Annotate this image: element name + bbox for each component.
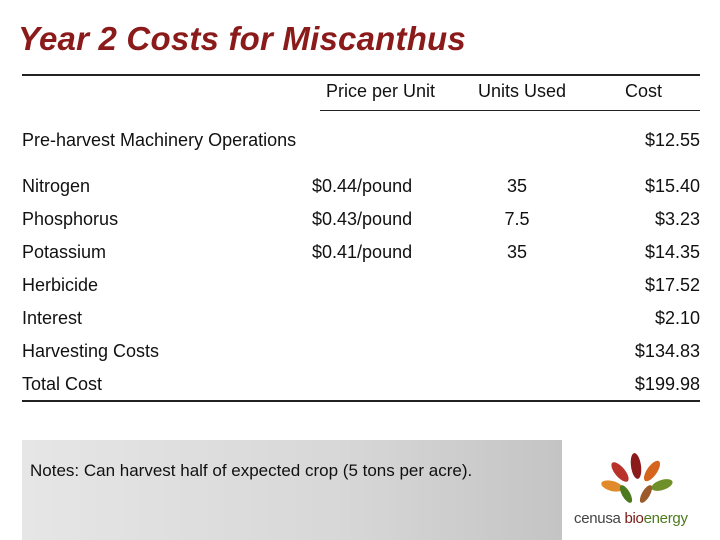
row-price [312, 335, 462, 368]
row-units [462, 335, 572, 368]
cenusa-bioenergy-logo [574, 452, 714, 536]
row-cost: $2.10 [654, 308, 700, 328]
row-price [312, 110, 462, 170]
header-cost: Cost [625, 81, 663, 101]
row-units: 35 [506, 176, 528, 196]
notes-box [22, 440, 562, 540]
row-cost: $14.35 [644, 242, 700, 262]
row-price: $0.43/pound [312, 209, 413, 229]
table-row-total [22, 368, 700, 401]
row-units: 35 [506, 242, 528, 262]
row-item: Herbicide [22, 275, 99, 295]
row-cost: $134.83 [634, 341, 700, 361]
header-price-per-unit: Price per Unit [326, 81, 436, 101]
logo-suffix-bio: bio [624, 510, 644, 527]
row-item: Phosphorus [22, 209, 119, 229]
table-row [22, 110, 700, 170]
table-bottom-rule [22, 400, 700, 402]
slide-title: Year 2 Costs for Miscanthus [18, 20, 466, 57]
row-item: Nitrogen [22, 176, 91, 196]
row-units [462, 302, 572, 335]
logo-suffix-energy: energy [643, 510, 688, 527]
logo-prefix: cenusa [574, 510, 621, 527]
row-cost: $12.55 [644, 129, 700, 150]
row-price: $0.44/pound [312, 176, 413, 196]
row-units [462, 269, 572, 302]
table-row [22, 203, 700, 236]
row-cost: $3.23 [654, 209, 700, 229]
table-row [22, 170, 700, 203]
row-item: Harvesting Costs [22, 341, 160, 361]
row-cost: $15.40 [644, 176, 700, 196]
row-item: Potassium [22, 242, 107, 262]
logo-wordmark [574, 510, 714, 527]
row-price [312, 368, 462, 401]
leaf-cluster-icon [574, 452, 714, 510]
row-price: $0.41/pound [312, 242, 413, 262]
row-item: Interest [22, 308, 83, 328]
row-price [312, 269, 462, 302]
row-cost: $17.52 [644, 275, 700, 295]
row-units [462, 368, 572, 401]
row-price [312, 302, 462, 335]
table-row [22, 269, 700, 302]
cost-table [22, 110, 700, 401]
notes-text: Notes: Can harvest half of expected crop (5 tons per acre). [30, 461, 473, 480]
row-units: 7.5 [504, 209, 530, 229]
table-row [22, 335, 700, 368]
row-units [462, 110, 572, 170]
table-top-rule [22, 74, 700, 76]
row-cost: $199.98 [634, 374, 700, 394]
table-row [22, 236, 700, 269]
row-item: Total Cost [22, 374, 103, 394]
table-row [22, 302, 700, 335]
row-item: Pre-harvest Machinery Operations [22, 129, 297, 150]
header-units-used: Units Used [478, 81, 567, 101]
